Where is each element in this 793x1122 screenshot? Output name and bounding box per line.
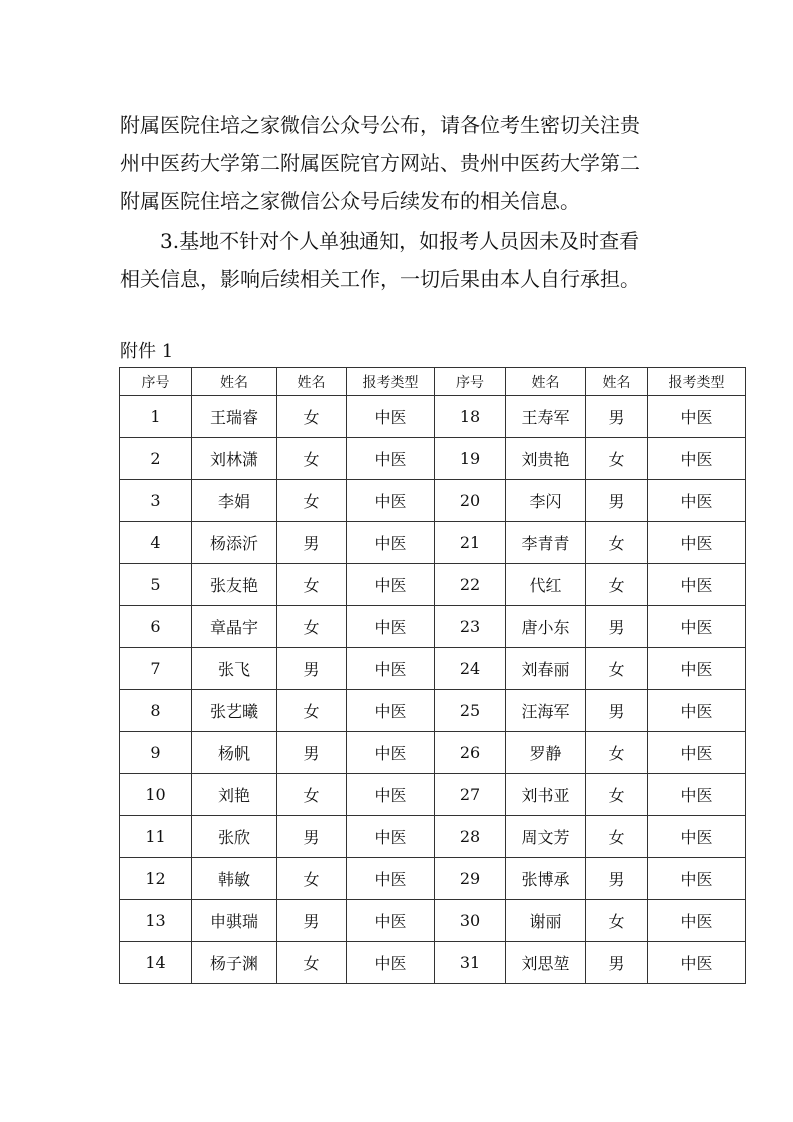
cell-seq: 25: [435, 690, 506, 732]
cell-type: 中医: [347, 774, 435, 816]
header-name: 姓名: [506, 368, 586, 396]
cell-gender: 男: [586, 480, 648, 522]
cell-gender: 男: [586, 396, 648, 438]
cell-name: 张欣: [192, 816, 277, 858]
cell-seq: 3: [120, 480, 192, 522]
cell-name: 李闪: [506, 480, 586, 522]
cell-name: 杨子渊: [192, 942, 277, 984]
header-gender: 姓名: [586, 368, 648, 396]
text-line: 州中医药大学第二附属医院官方网站、贵州中医药大学第二: [120, 151, 640, 175]
cell-type: 中医: [648, 438, 746, 480]
cell-gender: 男: [277, 816, 347, 858]
cell-gender: 女: [277, 564, 347, 606]
cell-seq: 27: [435, 774, 506, 816]
cell-gender: 女: [277, 396, 347, 438]
cell-seq: 5: [120, 564, 192, 606]
table-row: [120, 858, 746, 900]
cell-seq: 13: [120, 900, 192, 942]
cell-name: 刘书亚: [506, 774, 586, 816]
cell-name: 杨帆: [192, 732, 277, 774]
text-line: 附属医院住培之家微信公众号公布，请各位考生密切关注贵: [120, 113, 640, 137]
cell-type: 中医: [648, 816, 746, 858]
cell-type: 中医: [347, 858, 435, 900]
cell-seq: 21: [435, 522, 506, 564]
cell-name: 代红: [506, 564, 586, 606]
cell-seq: 4: [120, 522, 192, 564]
cell-name: 张友艳: [192, 564, 277, 606]
cell-gender: 女: [277, 690, 347, 732]
cell-name: 唐小东: [506, 606, 586, 648]
cell-gender: 女: [586, 900, 648, 942]
cell-gender: 女: [277, 858, 347, 900]
cell-type: 中医: [347, 816, 435, 858]
cell-name: 韩敏: [192, 858, 277, 900]
cell-type: 中医: [648, 648, 746, 690]
cell-type: 中医: [347, 732, 435, 774]
cell-name: 章晶宇: [192, 606, 277, 648]
cell-seq: 11: [120, 816, 192, 858]
cell-type: 中医: [347, 522, 435, 564]
text-line: 3.基地不针对个人单独通知，如报考人员因未及时查看: [160, 229, 640, 253]
cell-seq: 29: [435, 858, 506, 900]
cell-gender: 女: [277, 942, 347, 984]
cell-seq: 24: [435, 648, 506, 690]
cell-name: 李青青: [506, 522, 586, 564]
cell-name: 罗静: [506, 732, 586, 774]
cell-name: 刘春丽: [506, 648, 586, 690]
cell-type: 中医: [347, 438, 435, 480]
cell-type: 中医: [648, 732, 746, 774]
table-row: [120, 480, 746, 522]
cell-seq: 31: [435, 942, 506, 984]
cell-type: 中医: [648, 522, 746, 564]
header-name: 姓名: [192, 368, 277, 396]
cell-seq: 28: [435, 816, 506, 858]
text-line: 附属医院住培之家微信公众号后续发布的相关信息。: [120, 189, 580, 213]
table-row: [120, 732, 746, 774]
header-seq: 序号: [435, 368, 506, 396]
cell-seq: 20: [435, 480, 506, 522]
cell-gender: 女: [586, 522, 648, 564]
cell-type: 中医: [347, 606, 435, 648]
cell-seq: 26: [435, 732, 506, 774]
cell-seq: 18: [435, 396, 506, 438]
cell-name: 申骐瑞: [192, 900, 277, 942]
cell-name: 张飞: [192, 648, 277, 690]
cell-gender: 男: [277, 732, 347, 774]
cell-gender: 女: [586, 564, 648, 606]
cell-gender: 女: [586, 648, 648, 690]
cell-type: 中医: [347, 396, 435, 438]
cell-name: 周文芳: [506, 816, 586, 858]
attachment-label: 附件 1: [120, 341, 174, 362]
cell-name: 汪海军: [506, 690, 586, 732]
table-row: [120, 942, 746, 984]
cell-name: 刘思堃: [506, 942, 586, 984]
cell-gender: 女: [586, 816, 648, 858]
cell-seq: 14: [120, 942, 192, 984]
table-body: [120, 396, 746, 984]
cell-name: 谢丽: [506, 900, 586, 942]
paragraph-item-3: [120, 222, 680, 298]
table-row: [120, 438, 746, 480]
cell-type: 中医: [648, 564, 746, 606]
cell-seq: 22: [435, 564, 506, 606]
cell-name: 李娟: [192, 480, 277, 522]
table-row: [120, 816, 746, 858]
cell-name: 王瑞睿: [192, 396, 277, 438]
cell-gender: 男: [586, 606, 648, 648]
cell-seq: 19: [435, 438, 506, 480]
table-row: [120, 522, 746, 564]
cell-name: 张艺曦: [192, 690, 277, 732]
paragraph-notice-followup: [120, 106, 680, 220]
header-gender: 姓名: [277, 368, 347, 396]
cell-seq: 12: [120, 858, 192, 900]
cell-seq: 2: [120, 438, 192, 480]
cell-type: 中医: [648, 480, 746, 522]
cell-seq: 23: [435, 606, 506, 648]
cell-seq: 30: [435, 900, 506, 942]
cell-gender: 男: [277, 648, 347, 690]
table-row: [120, 396, 746, 438]
cell-type: 中医: [648, 774, 746, 816]
cell-type: 中医: [347, 900, 435, 942]
cell-gender: 女: [277, 606, 347, 648]
cell-gender: 男: [586, 942, 648, 984]
cell-gender: 女: [586, 732, 648, 774]
cell-name: 张博承: [506, 858, 586, 900]
cell-gender: 女: [586, 774, 648, 816]
cell-type: 中医: [648, 942, 746, 984]
cell-gender: 女: [277, 774, 347, 816]
cell-type: 中医: [648, 606, 746, 648]
cell-type: 中医: [648, 900, 746, 942]
cell-gender: 男: [277, 522, 347, 564]
cell-gender: 女: [277, 438, 347, 480]
cell-type: 中医: [347, 564, 435, 606]
cell-name: 杨添沂: [192, 522, 277, 564]
header-seq: 序号: [120, 368, 192, 396]
cell-seq: 8: [120, 690, 192, 732]
text-line: 相关信息，影响后续相关工作，一切后果由本人自行承担。: [120, 267, 640, 291]
table-row: [120, 690, 746, 732]
cell-type: 中医: [648, 690, 746, 732]
header-type: 报考类型: [347, 368, 435, 396]
cell-type: 中医: [347, 690, 435, 732]
cell-seq: 6: [120, 606, 192, 648]
cell-type: 中医: [347, 942, 435, 984]
cell-gender: 男: [586, 690, 648, 732]
cell-name: 刘艳: [192, 774, 277, 816]
table-header-row: [120, 368, 746, 396]
cell-seq: 9: [120, 732, 192, 774]
header-type: 报考类型: [648, 368, 746, 396]
cell-type: 中医: [347, 648, 435, 690]
cell-gender: 男: [586, 858, 648, 900]
table-row: [120, 900, 746, 942]
table-row: [120, 774, 746, 816]
table-row: [120, 564, 746, 606]
table-row: [120, 606, 746, 648]
cell-type: 中医: [648, 858, 746, 900]
cell-type: 中医: [648, 396, 746, 438]
cell-seq: 10: [120, 774, 192, 816]
cell-gender: 女: [586, 438, 648, 480]
cell-name: 刘贵艳: [506, 438, 586, 480]
cell-gender: 女: [277, 480, 347, 522]
cell-seq: 7: [120, 648, 192, 690]
cell-gender: 男: [277, 900, 347, 942]
cell-name: 王寿军: [506, 396, 586, 438]
roster-table: [119, 367, 746, 984]
cell-seq: 1: [120, 396, 192, 438]
cell-name: 刘林潇: [192, 438, 277, 480]
cell-type: 中医: [347, 480, 435, 522]
table-row: [120, 648, 746, 690]
